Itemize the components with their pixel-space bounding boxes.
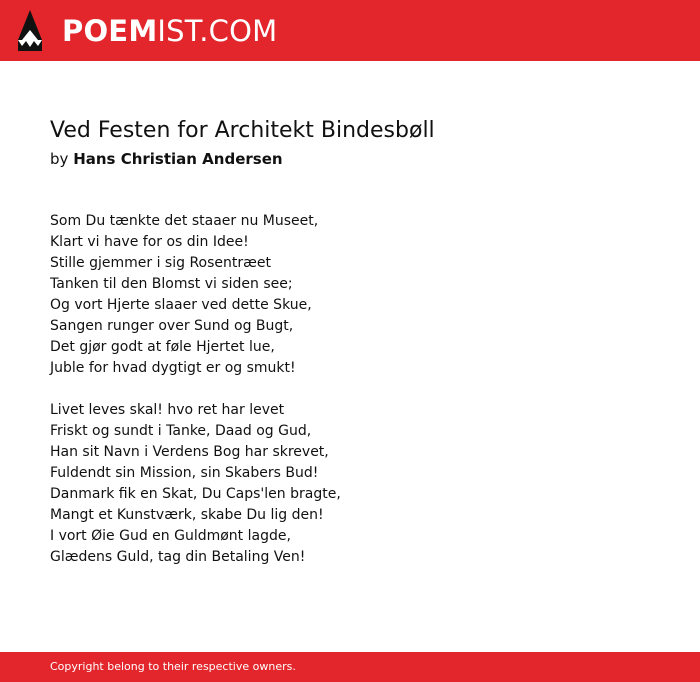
poem-content <box>50 116 650 589</box>
poem-line: Det gjør godt at føle Hjertet lue, <box>50 339 275 355</box>
poem-line: Glædens Guld, tag din Betaling Ven! <box>50 549 306 565</box>
poem-line: Og vort Hjerte slaaer ved dette Skue, <box>50 297 312 313</box>
poem-stanza <box>50 211 650 379</box>
poem-line: Friskt og sundt i Tanke, Daad og Gud, <box>50 423 312 439</box>
site-logo[interactable] <box>62 12 277 50</box>
logo-bold-text: POEM <box>62 14 158 48</box>
poem-line: Juble for hvad dygtigt er og smukt! <box>50 360 296 376</box>
site-footer <box>0 652 700 682</box>
poem-body <box>50 211 650 568</box>
poem-line: Som Du tænkte det staaer nu Museet, <box>50 213 319 229</box>
poem-line: Sangen runger over Sund og Bugt, <box>50 318 294 334</box>
logo-light-text: IST.COM <box>157 14 278 48</box>
poem-line: Han sit Navn i Verdens Bog har skrevet, <box>50 444 329 460</box>
poem-line: Fuldendt sin Mission, sin Skabers Bud! <box>50 465 319 481</box>
poem-line: Danmark fik en Skat, Du Caps'len bragte, <box>50 486 341 502</box>
poem-byline <box>50 150 650 168</box>
pencil-icon[interactable] <box>17 10 43 51</box>
poem-title: Ved Festen for Architekt Bindesbøll <box>50 118 435 143</box>
poem-author: Hans Christian Andersen <box>73 150 283 168</box>
poem-line: Mangt et Kunstværk, skabe Du lig den! <box>50 507 324 523</box>
poem-line: I vort Øie Gud en Guldmønt lagde, <box>50 528 291 544</box>
copyright-text: Copyright belong to their respective owners. <box>50 660 296 673</box>
site-header <box>0 0 700 61</box>
poem-line: Tanken til den Blomst vi siden see; <box>50 276 293 292</box>
poem-line: Stille gjemmer i sig Rosentræet <box>50 255 271 271</box>
by-label: by <box>50 150 69 168</box>
poem-line: Livet leves skal! hvo ret har levet <box>50 402 285 418</box>
poem-line: Klart vi have for os din Idee! <box>50 234 249 250</box>
poem-stanza <box>50 400 650 568</box>
